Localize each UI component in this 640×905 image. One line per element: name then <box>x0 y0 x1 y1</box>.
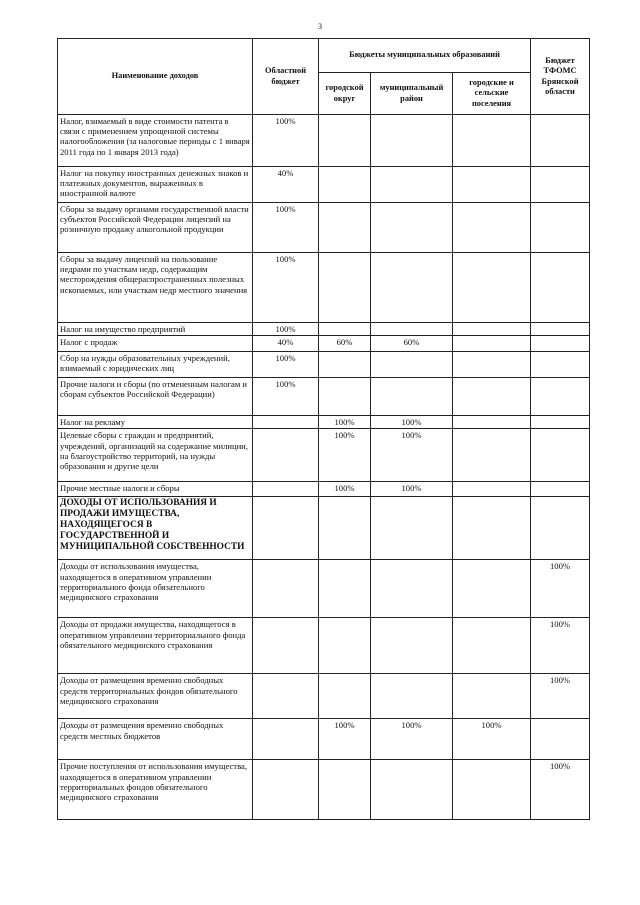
district-share-cell: 100% <box>371 429 453 482</box>
revenue-name-cell: ДОХОДЫ ОТ ИСПОЛЬЗОВАНИЯ И ПРОДАЖИ ИМУЩЕСТВА, НАХОДЯЩЕГОСЯ В ГОСУДАРСТВЕННОЙ И МУНИЦИПАЛЬНОЙ СОБСТВЕННОСТИ <box>58 497 253 560</box>
city-share-cell: 60% <box>319 336 371 352</box>
revenue-name-cell: Сборы за выдачу лицензий на пользование недрами по участкам недр, содержащим месторождения общераспространенных полезных ископаемых, или участкам недр местного значения <box>58 253 253 323</box>
settlements-share-cell <box>453 560 531 618</box>
city-share-cell <box>319 167 371 203</box>
oblast-share-cell: 100% <box>253 203 319 253</box>
tfoms-share-cell: 100% <box>531 560 590 618</box>
settlements-share-cell <box>453 323 531 336</box>
revenue-name-cell: Доходы от использования имущества, находящегося в оперативном управлении территориального фонда обязательного медицинского страхования <box>58 560 253 618</box>
table-row <box>58 674 590 719</box>
table-row <box>58 719 590 760</box>
city-share-cell: 100% <box>319 482 371 497</box>
header-oblast-budget: Областной бюджет <box>253 39 319 115</box>
city-share-cell: 100% <box>319 416 371 429</box>
header-settlements: городские и сельские поселения <box>453 73 531 115</box>
table-row <box>58 115 590 167</box>
tfoms-share-cell <box>531 253 590 323</box>
table-row <box>58 618 590 674</box>
city-share-cell <box>319 497 371 560</box>
district-share-cell: 100% <box>371 416 453 429</box>
table-row <box>58 760 590 820</box>
settlements-share-cell <box>453 352 531 378</box>
oblast-share-cell <box>253 482 319 497</box>
tfoms-share-cell <box>531 416 590 429</box>
oblast-share-cell: 100% <box>253 115 319 167</box>
revenue-distribution-table <box>57 38 590 820</box>
table-row <box>58 482 590 497</box>
revenue-name-cell: Прочие местные налоги и сборы <box>58 482 253 497</box>
table-row <box>58 323 590 336</box>
table-row <box>58 378 590 416</box>
district-share-cell <box>371 253 453 323</box>
revenue-name-cell: Налог, взимаемый в виде стоимости патента в связи с применением упрощенной системы налогообложения (за налоговые периоды с 1 января 2011 года по 1 января 2013 года) <box>58 115 253 167</box>
page-number: 3 <box>318 22 322 31</box>
header-municipal-budgets: Бюджеты муниципальных образований <box>319 39 531 73</box>
city-share-cell <box>319 760 371 820</box>
city-share-cell <box>319 323 371 336</box>
revenue-name-cell: Прочие налоги и сборы (по отмененным налогам и сборам субъектов Российской Федерации) <box>58 378 253 416</box>
table-row <box>58 336 590 352</box>
oblast-share-cell: 100% <box>253 323 319 336</box>
table-row <box>58 253 590 323</box>
oblast-share-cell: 100% <box>253 378 319 416</box>
header-tfoms-budget: Бюджет ТФОМС Брянской области <box>531 39 590 115</box>
oblast-share-cell: 40% <box>253 336 319 352</box>
district-share-cell <box>371 167 453 203</box>
settlements-share-cell <box>453 618 531 674</box>
tfoms-share-cell <box>531 378 590 416</box>
city-share-cell <box>319 253 371 323</box>
oblast-share-cell <box>253 618 319 674</box>
district-share-cell <box>371 560 453 618</box>
tfoms-share-cell <box>531 336 590 352</box>
oblast-share-cell: 100% <box>253 352 319 378</box>
district-share-cell <box>371 203 453 253</box>
revenue-name-cell: Прочие поступления от использования имущества, находящегося в оперативном управлении территориальных фондов обязательного медицинского страхования <box>58 760 253 820</box>
district-share-cell <box>371 115 453 167</box>
header-city-district: городской округ <box>319 73 371 115</box>
revenue-name-cell: Налог на покупку иностранных денежных знаков и платежных документов, выраженных в иностранной валюте <box>58 167 253 203</box>
settlements-share-cell <box>453 482 531 497</box>
oblast-share-cell <box>253 760 319 820</box>
tfoms-share-cell <box>531 115 590 167</box>
tfoms-share-cell: 100% <box>531 674 590 719</box>
tfoms-share-cell: 100% <box>531 760 590 820</box>
oblast-share-cell <box>253 719 319 760</box>
revenue-name-cell: Налог на рекламу <box>58 416 253 429</box>
district-share-cell <box>371 378 453 416</box>
district-share-cell: 100% <box>371 482 453 497</box>
tfoms-share-cell <box>531 429 590 482</box>
revenue-name-cell: Доходы от размещения временно свободных средств местных бюджетов <box>58 719 253 760</box>
table-row <box>58 416 590 429</box>
oblast-share-cell: 100% <box>253 253 319 323</box>
revenue-name-cell: Налог на имущество предприятий <box>58 323 253 336</box>
revenue-name-cell: Целевые сборы с граждан и предприятий, учреждений, организаций на содержание милиции, на благоустройство территорий, на нужды образования и другие цели <box>58 429 253 482</box>
district-share-cell <box>371 352 453 378</box>
district-share-cell <box>371 618 453 674</box>
tfoms-share-cell <box>531 482 590 497</box>
tfoms-share-cell <box>531 203 590 253</box>
table-row <box>58 203 590 253</box>
header-municipal-district: муниципальный район <box>371 73 453 115</box>
settlements-share-cell <box>453 378 531 416</box>
revenue-name-cell: Доходы от продажи имущества, находящегося в оперативном управлении территориального фонда обязательного медицинского страхования <box>58 618 253 674</box>
settlements-share-cell <box>453 253 531 323</box>
settlements-share-cell <box>453 760 531 820</box>
district-share-cell <box>371 760 453 820</box>
district-share-cell <box>371 674 453 719</box>
table-row <box>58 560 590 618</box>
settlements-share-cell <box>453 429 531 482</box>
city-share-cell: 100% <box>319 429 371 482</box>
district-share-cell: 60% <box>371 336 453 352</box>
tfoms-share-cell <box>531 352 590 378</box>
settlements-share-cell <box>453 497 531 560</box>
tfoms-share-cell: 100% <box>531 618 590 674</box>
district-share-cell: 100% <box>371 719 453 760</box>
city-share-cell: 100% <box>319 719 371 760</box>
settlements-share-cell <box>453 115 531 167</box>
city-share-cell <box>319 378 371 416</box>
settlements-share-cell <box>453 167 531 203</box>
settlements-share-cell <box>453 203 531 253</box>
revenue-name-cell: Доходы от размещения временно свободных средств территориальных фондов обязательного медицинского страхования <box>58 674 253 719</box>
tfoms-share-cell <box>531 167 590 203</box>
settlements-share-cell: 100% <box>453 719 531 760</box>
district-share-cell <box>371 323 453 336</box>
tfoms-share-cell <box>531 323 590 336</box>
city-share-cell <box>319 115 371 167</box>
tfoms-share-cell <box>531 719 590 760</box>
settlements-share-cell <box>453 336 531 352</box>
city-share-cell <box>319 352 371 378</box>
oblast-share-cell <box>253 429 319 482</box>
settlements-share-cell <box>453 416 531 429</box>
city-share-cell <box>319 674 371 719</box>
district-share-cell <box>371 497 453 560</box>
header-revenue-name: Наименование доходов <box>58 39 253 115</box>
oblast-share-cell <box>253 497 319 560</box>
city-share-cell <box>319 618 371 674</box>
revenue-name-cell: Сбор на нужды образовательных учреждений, взимаемый с юридических лиц <box>58 352 253 378</box>
tfoms-share-cell <box>531 497 590 560</box>
city-share-cell <box>319 560 371 618</box>
settlements-share-cell <box>453 674 531 719</box>
table-row <box>58 497 590 560</box>
table-row <box>58 167 590 203</box>
city-share-cell <box>319 203 371 253</box>
table-row <box>58 352 590 378</box>
revenue-name-cell: Налог с продаж <box>58 336 253 352</box>
oblast-share-cell <box>253 560 319 618</box>
oblast-share-cell <box>253 674 319 719</box>
oblast-share-cell: 40% <box>253 167 319 203</box>
table-row <box>58 429 590 482</box>
oblast-share-cell <box>253 416 319 429</box>
revenue-name-cell: Сборы за выдачу органами государственной власти субъектов Российской Федерации лицензий на розничную продажу алкогольной продукции <box>58 203 253 253</box>
